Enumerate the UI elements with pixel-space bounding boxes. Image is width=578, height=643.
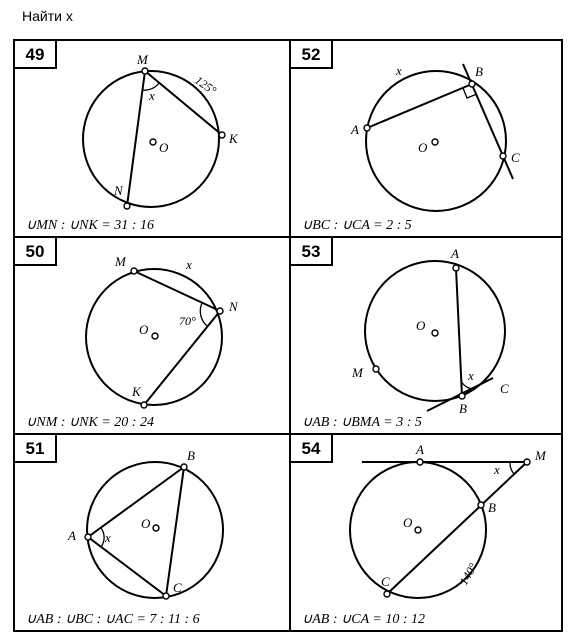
chord-ab bbox=[367, 84, 472, 128]
point-o bbox=[415, 527, 421, 533]
label-x: x bbox=[494, 462, 500, 477]
label-o: O bbox=[416, 318, 426, 333]
problem-number: 54 bbox=[301, 439, 321, 458]
angle-label: 140° bbox=[456, 560, 481, 588]
point-n bbox=[217, 308, 223, 314]
angle-label: 125° bbox=[192, 72, 219, 98]
point-m bbox=[142, 68, 148, 74]
label-m: M bbox=[137, 52, 148, 67]
label-k: K bbox=[132, 384, 141, 399]
label-x: x bbox=[186, 257, 192, 272]
label-c: C bbox=[381, 574, 390, 589]
problem-number: 51 bbox=[25, 439, 45, 458]
point-m bbox=[524, 459, 530, 465]
caption: ∪MN : ∪NK = 31 : 16 bbox=[26, 218, 154, 233]
label-o: O bbox=[139, 322, 149, 337]
point-a bbox=[453, 265, 459, 271]
side-ac bbox=[88, 537, 166, 596]
point-m bbox=[131, 268, 137, 274]
angle-arc bbox=[101, 528, 104, 547]
point-n bbox=[124, 203, 130, 209]
chord-mn bbox=[134, 271, 220, 311]
problem-number: 52 bbox=[301, 45, 321, 64]
label-o: O bbox=[403, 515, 413, 530]
point-o bbox=[432, 330, 438, 336]
problem-51 bbox=[14, 434, 290, 631]
label-o: O bbox=[418, 140, 428, 155]
point-b bbox=[181, 464, 187, 470]
problem-53 bbox=[290, 237, 562, 434]
point-o bbox=[150, 139, 156, 145]
problem-number: 50 bbox=[25, 242, 45, 261]
side-ab bbox=[88, 467, 184, 537]
label-a: A bbox=[451, 246, 459, 261]
point-b bbox=[459, 393, 465, 399]
page-title: Найти x bbox=[22, 8, 73, 24]
problem-number: 53 bbox=[301, 242, 321, 261]
point-b bbox=[469, 81, 475, 87]
point-o bbox=[153, 525, 159, 531]
angle-label: 70° bbox=[179, 314, 196, 328]
problem-number: 49 bbox=[25, 45, 45, 64]
label-m: M bbox=[352, 365, 363, 380]
label-a: A bbox=[68, 528, 76, 543]
point-a bbox=[417, 459, 423, 465]
problem-54 bbox=[290, 434, 562, 631]
panel-frame bbox=[290, 434, 562, 631]
point-a bbox=[85, 534, 91, 540]
problem-49 bbox=[14, 40, 290, 237]
side-bc bbox=[166, 467, 184, 596]
label-m: M bbox=[115, 254, 126, 269]
point-c bbox=[500, 153, 506, 159]
point-b bbox=[478, 502, 484, 508]
caption: ∪AB : ∪CA = 10 : 12 bbox=[302, 612, 426, 627]
label-c: C bbox=[500, 381, 509, 396]
label-c: C bbox=[173, 580, 182, 595]
panel-frame bbox=[290, 40, 562, 237]
label-o: O bbox=[159, 140, 169, 155]
chord-ab bbox=[456, 268, 462, 396]
label-a: A bbox=[351, 122, 359, 137]
label-x: x bbox=[149, 88, 155, 103]
label-a: A bbox=[416, 442, 424, 457]
panel-frame bbox=[290, 237, 562, 434]
label-b: B bbox=[187, 448, 195, 463]
label-c: C bbox=[511, 150, 520, 165]
label-n: N bbox=[229, 299, 238, 314]
label-x: x bbox=[468, 368, 474, 383]
angle-arc bbox=[510, 462, 514, 474]
point-m bbox=[373, 366, 379, 372]
angle-arc bbox=[200, 303, 207, 326]
label-b: B bbox=[488, 500, 496, 515]
caption: ∪AB : ∪BC : ∪AC = 7 : 11 : 6 bbox=[26, 612, 200, 627]
point-o bbox=[432, 139, 438, 145]
point-c bbox=[163, 593, 169, 599]
caption: ∪BC : ∪CA = 2 : 5 bbox=[302, 218, 412, 233]
point-k bbox=[141, 402, 147, 408]
label-o: O bbox=[141, 516, 151, 531]
problem-50 bbox=[14, 237, 290, 434]
chord-mn bbox=[127, 71, 145, 206]
point-c bbox=[384, 591, 390, 597]
panel-frame bbox=[14, 434, 290, 631]
label-x: x bbox=[396, 63, 402, 78]
label-x: x bbox=[105, 530, 111, 545]
point-k bbox=[219, 132, 225, 138]
caption: ∪AB : ∪BMA = 3 : 5 bbox=[302, 415, 422, 430]
label-b: B bbox=[475, 64, 483, 79]
caption: ∪NM : ∪NK = 20 : 24 bbox=[26, 415, 154, 430]
point-a bbox=[364, 125, 370, 131]
point-o bbox=[152, 333, 158, 339]
label-n: N bbox=[114, 183, 123, 198]
label-b: B bbox=[459, 401, 467, 416]
label-m: M bbox=[535, 448, 546, 463]
problem-52 bbox=[290, 40, 562, 237]
label-k: K bbox=[229, 131, 238, 146]
